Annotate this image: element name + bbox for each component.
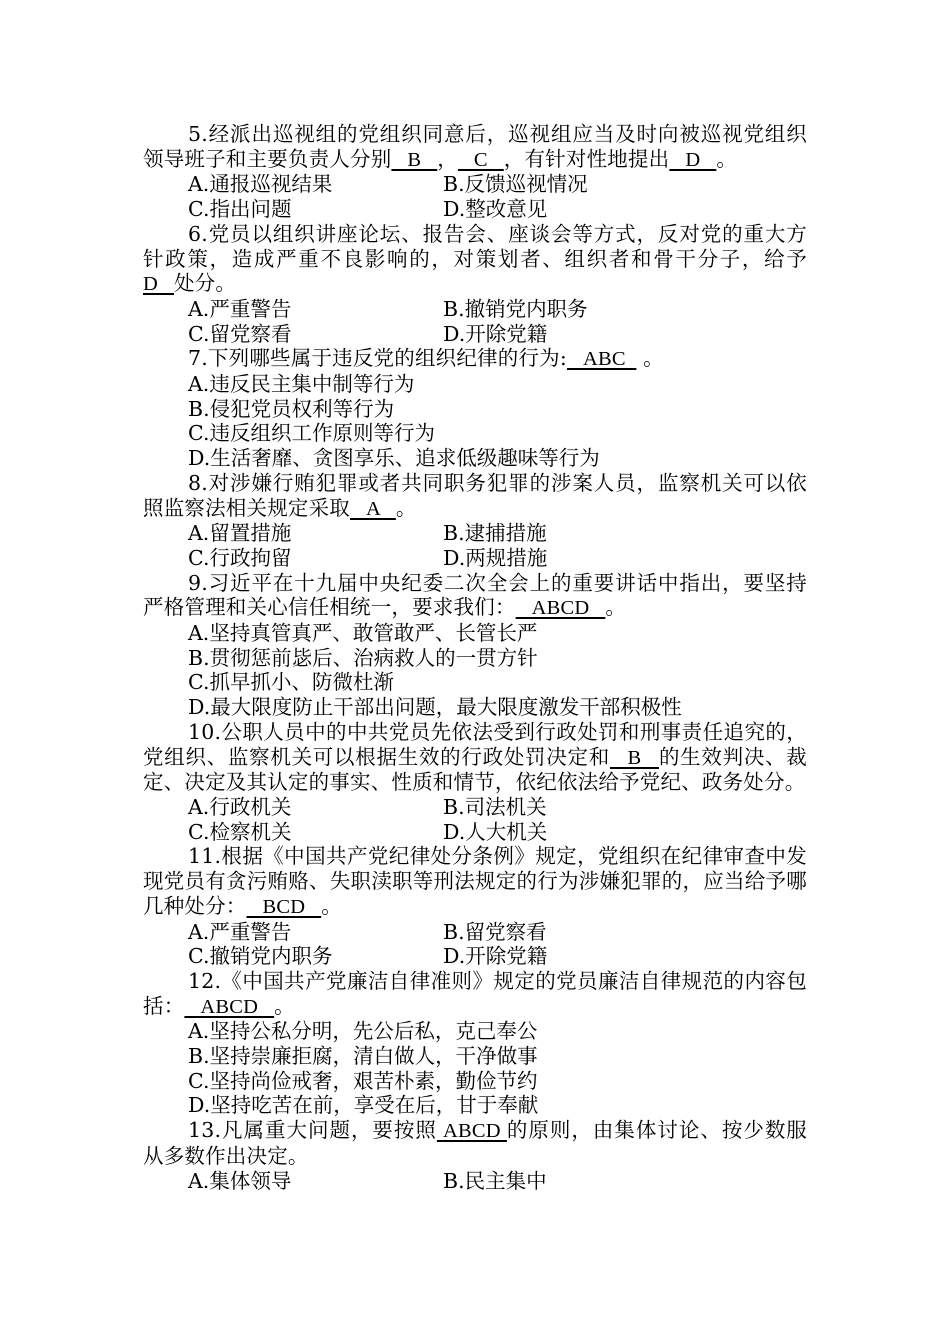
question-text: 。: [716, 146, 738, 171]
question-11: [143, 844, 807, 919]
question-text: 处分。: [173, 271, 237, 296]
question-text: 的生效判决、裁定、决定及其认定的事实、性质和情节，依纪依法给予党纪、政务处分。: [143, 744, 808, 795]
option-row: [143, 172, 807, 197]
question-text: 的原则，由集体讨论、按少数服从多数作出决定。: [143, 1118, 808, 1168]
answer-blank: C: [457, 148, 504, 171]
option-item: D.两规措施: [443, 545, 548, 570]
question-text: 5.经派出巡视组的党组织同意后，巡视组应当及时向被巡视党组织领导班子和主要负责人分别: [143, 122, 807, 171]
option-item: A.行政机关: [188, 794, 292, 819]
option-item: B.坚持崇廉拒腐，清白做人，干净做事: [188, 1044, 538, 1069]
option-item: D.人大机关: [443, 819, 548, 844]
question-13: [143, 1118, 807, 1168]
answer-blank: B: [609, 746, 659, 769]
question-text: 13.凡属重大问题，要按照: [188, 1118, 437, 1143]
option-item: C.留党察看: [188, 321, 292, 346]
option-item: A.严重警告: [188, 919, 292, 944]
option-row: [143, 1169, 807, 1194]
option-item: C.检察机关: [188, 819, 292, 844]
option-item: B.侵犯党员权利等行为: [188, 396, 395, 421]
answer-blank: D: [669, 148, 717, 171]
question-12: [143, 969, 807, 1019]
option-item: A.通报巡视结果: [188, 172, 333, 197]
answer-blank: ABCD: [436, 1120, 507, 1143]
option-item: A.留置措施: [188, 521, 292, 546]
option-row: [143, 546, 807, 571]
question-6: [143, 222, 807, 297]
question-text: 9.习近平在十九届中央纪委二次全会上的重要讲话中指出，要坚持严格管理和关心信任相统一，要求我们：: [143, 570, 807, 620]
option-item: B.贯彻惩前毖后、治病救人的一贯方针: [188, 645, 538, 670]
option-item: B.反馈巡视情况: [443, 172, 588, 197]
answer-blank: D: [143, 273, 174, 296]
option-item: D.整改意见: [443, 197, 548, 222]
option-item: C.坚持尚俭戒奢，艰苦朴素，勤俭节约: [188, 1068, 538, 1093]
option-item: C.抓早抓小、防微杜渐: [188, 670, 394, 695]
question-5: [143, 122, 807, 172]
option-row: [143, 197, 807, 222]
option-row: [143, 795, 807, 820]
question-text: 。: [636, 346, 664, 371]
question-text: 。: [605, 595, 627, 620]
question-text: 12.《中国共产党廉洁自律准则》规定的党员廉洁自律规范的内容包括：: [143, 968, 807, 1018]
answer-blank: ABC: [566, 348, 637, 371]
option-row: [143, 297, 807, 322]
option-item: D.生活奢靡、贪图享乐、追求低级趣味等行为: [188, 446, 600, 471]
option-item: D.开除党籍: [443, 944, 548, 969]
question-text: 。: [321, 893, 342, 918]
question-text: 6.党员以组织讲座论坛、报告会、座谈会等方式，反对党的重大方针政策，造成严重不良影响的，对策划者、组织者和骨干分子，给予: [143, 221, 807, 271]
question-text: 7.下列哪些属于违反党的组织纪律的行为:: [188, 346, 567, 371]
option-item: B.司法机关: [443, 794, 547, 819]
option-row: [143, 944, 807, 969]
answer-blank: B: [391, 148, 438, 171]
question-text: 。: [274, 993, 295, 1018]
option-item: A.严重警告: [188, 296, 292, 321]
question-text: ，有针对性地提出: [503, 146, 670, 171]
option-item: A.违反民主集中制等行为: [188, 372, 415, 397]
question-text: 8.对涉嫌行贿犯罪或者共同职务犯罪的涉案人员，监察机关可以依照监察法相关规定采取: [143, 470, 807, 520]
question-text: 10.公职人员中的中共党员先依法受到行政处罚和刑事责任追究的，党组织、监察机关可以根据生效的行政处罚决定和: [143, 719, 807, 769]
question-text: 。: [395, 495, 417, 520]
option-row: [143, 820, 807, 845]
document-page: [143, 122, 807, 1193]
option-item: D.坚持吃苦在前，享受在后，甘于奉献: [188, 1093, 539, 1118]
question-9: [143, 571, 807, 621]
option-row: [143, 920, 807, 945]
option-item: B.民主集中: [443, 1168, 547, 1193]
option-item: A.坚持真管真严、敢管敢严、长管长严: [188, 621, 538, 646]
option-item: A.坚持公私分明，先公后私，克己奉公: [188, 1019, 538, 1044]
option-item: C.违反组织工作原则等行为: [188, 421, 435, 446]
option-row: [143, 322, 807, 347]
option-item: C.撤销党内职务: [188, 944, 333, 969]
option-item: D.开除党籍: [443, 321, 548, 346]
option-row: [143, 521, 807, 546]
question-text: 11.根据《中国共产党纪律处分条例》规定，党组织在纪律审查中发现党员有贪污贿赂、失职渎职等刑法规定的行为涉嫌犯罪的，应当给予哪几种处分：: [143, 844, 807, 918]
answer-blank: ABCD: [515, 597, 606, 620]
question-8: [143, 471, 807, 521]
answer-blank: BCD: [246, 895, 322, 918]
option-item: C.行政拘留: [188, 545, 292, 570]
option-item: B.撤销党内职务: [443, 296, 588, 321]
option-item: A.集体领导: [188, 1168, 292, 1193]
question-10: [143, 720, 807, 795]
option-item: B.逮捕措施: [443, 521, 547, 546]
question-text: ，: [437, 146, 458, 171]
option-item: B.留党察看: [443, 919, 547, 944]
question-7: [143, 346, 807, 372]
option-item: C.指出问题: [188, 197, 292, 222]
answer-blank: A: [350, 497, 396, 520]
answer-blank: ABCD: [184, 995, 275, 1018]
option-item: D.最大限度防止干部出问题，最大限度激发干部积极性: [188, 695, 682, 720]
